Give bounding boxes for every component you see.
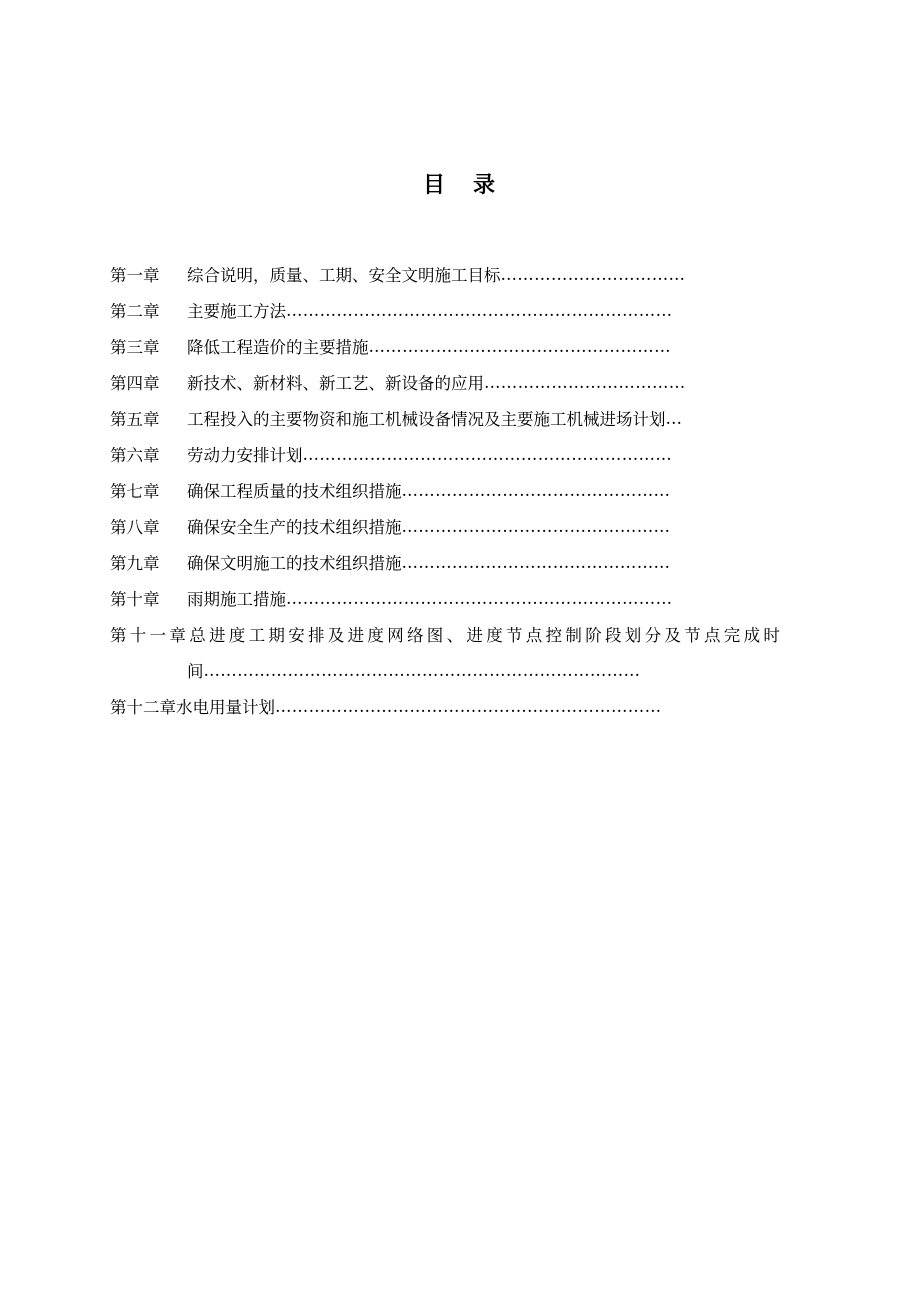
toc-entry[interactable] — [110, 688, 830, 724]
toc-leader-dots: …………………………… — [500, 264, 686, 284]
toc-chapter-number: 第九章 — [110, 554, 160, 573]
toc-entry[interactable] — [110, 256, 830, 292]
toc-leader-dots: …………………………………………………………… — [286, 300, 673, 320]
toc-leader-dots: ………………………………………… — [401, 516, 671, 536]
toc-chapter-title: 水电用量计划 — [176, 698, 275, 717]
toc-entry[interactable] — [110, 400, 830, 436]
toc-chapter-number: 第三章 — [110, 338, 160, 357]
toc-entry[interactable] — [110, 580, 830, 616]
toc-chapter-title: 劳动力安排计划 — [187, 446, 303, 465]
toc-chapter-title: 确保安全生产的技术组织措施 — [187, 518, 402, 537]
toc-chapter-title: 降低工程造价的主要措施 — [187, 338, 369, 357]
toc-chapter-title-continuation: 间 — [187, 662, 204, 681]
toc-chapter-title: 总进度工期安排及进度网络图、进度节点控制阶段划分及节点完成时 — [189, 626, 784, 645]
toc-chapter-number: 第十章 — [110, 590, 160, 609]
toc-chapter-title: 工程投入的主要物资和施工机械设备情况及主要施工机械进场计划 — [187, 410, 666, 429]
toc-leader-dots: ………………………………………………………… — [302, 444, 673, 464]
toc-entry[interactable] — [110, 472, 830, 508]
toc-chapter-number: 第十一章 — [110, 626, 190, 645]
toc-chapter-number: 第一章 — [110, 266, 160, 285]
page-title-char-2: 录 — [473, 173, 498, 198]
toc-leader-dots: … — [665, 408, 683, 428]
toc-chapter-title: 确保文明施工的技术组织措施 — [187, 554, 402, 573]
page-title-char-1: 目 — [422, 173, 447, 198]
toc-chapter-number: 第八章 — [110, 518, 160, 537]
toc-entry-continuation[interactable] — [110, 652, 830, 688]
toc-entry[interactable] — [110, 328, 830, 364]
toc-chapter-number: 第五章 — [110, 410, 160, 429]
toc-entry[interactable] — [110, 436, 830, 472]
toc-entry[interactable] — [110, 544, 830, 580]
toc-entry[interactable] — [110, 292, 830, 328]
toc-chapter-number: 第四章 — [110, 374, 160, 393]
toc-entry[interactable] — [110, 508, 830, 544]
toc-chapter-title: 雨期施工措施 — [187, 590, 286, 609]
toc-leader-dots: ……………………………………………… — [368, 336, 671, 356]
toc-chapter-number: 第二章 — [110, 302, 160, 321]
toc-leader-dots: ………………………………………… — [401, 480, 671, 500]
toc-chapter-number: 第七章 — [110, 482, 160, 501]
toc-entry[interactable] — [110, 616, 830, 652]
toc-chapter-number: 第六章 — [110, 446, 160, 465]
toc-chapter-title: 主要施工方法 — [187, 302, 286, 321]
toc-leader-dots: …………………………………………………………… — [275, 696, 662, 716]
toc-chapter-title: 新技术、新材料、新工艺、新设备的应用 — [187, 374, 484, 393]
toc-leader-dots: ………………………………………… — [401, 552, 671, 572]
toc-chapter-number: 第十二章 — [110, 698, 176, 717]
toc-leader-dots: …………………………………………………………… — [286, 588, 673, 608]
toc-chapter-title: 综合说明，质量、工期、安全文明施工目标 — [187, 266, 501, 285]
toc-leader-dots: …………………………………………………………………… — [203, 660, 641, 680]
toc-entry[interactable] — [110, 364, 830, 400]
table-of-contents — [110, 256, 830, 724]
page-title — [0, 168, 920, 199]
toc-chapter-title: 确保工程质量的技术组织措施 — [187, 482, 402, 501]
toc-leader-dots: ……………………………… — [484, 372, 686, 392]
